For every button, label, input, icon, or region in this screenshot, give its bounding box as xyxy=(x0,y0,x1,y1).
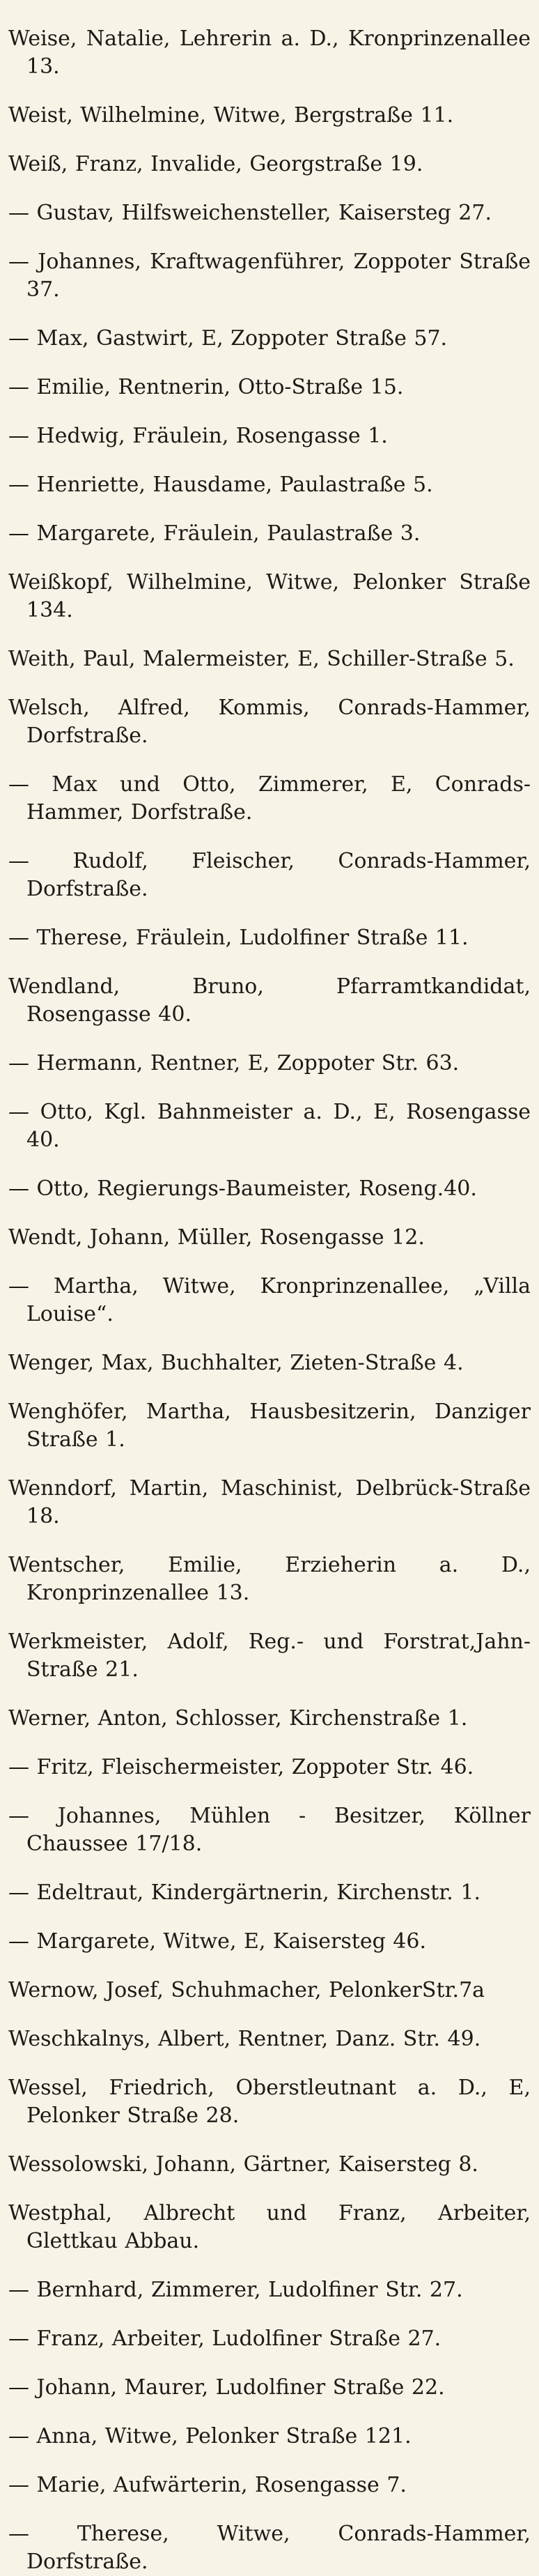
directory-entry: Weiß, Franz, Invalide, Georgstraße 19. xyxy=(8,152,423,176)
directory-entry: — Anna, Witwe, Pelonker Straße 121. xyxy=(8,2424,412,2448)
directory-entry: — Emilie, Rentnerin, Otto-Straße 15. xyxy=(8,375,404,399)
directory-entry: — Marie, Aufwärterin, Rosengasse 7. xyxy=(8,2473,407,2497)
directory-entry: Werkmeister, Adolf, Reg.- und Forstrat,Jahn-Straße 21. xyxy=(8,1630,531,1682)
directory-entry: — Max, Gastwirt, E, Zoppoter Straße 57. xyxy=(8,326,448,351)
directory-entry: — Hermann, Rentner, E, Zoppoter Str. 63. xyxy=(8,1051,460,1075)
directory-entry: — Otto, Regierungs-Baumeister, Roseng.40. xyxy=(8,1176,477,1201)
directory-entry: — Margarete, Witwe, E, Kaisersteg 46. xyxy=(8,1929,427,1954)
directory-entry: — Edeltraut, Kindergärtnerin, Kirchenstr. 1. xyxy=(8,1880,481,1905)
directory-entry: Wendt, Johann, Müller, Rosengasse 12. xyxy=(8,1225,425,1250)
directory-entry: Weith, Paul, Malermeister, E, Schiller-Straße 5. xyxy=(8,647,515,671)
directory-entry: — Rudolf, Fleischer, Conrads-Hammer, Dorfstraße. xyxy=(8,849,531,901)
directory-entry: — Johannes, Kraftwagenführer, Zoppoter Straße 37. xyxy=(8,250,531,302)
directory-entry: Welsch, Alfred, Kommis, Conrads-Hammer, Dorfstraße. xyxy=(8,696,531,748)
directory-entry: — Henriette, Hausdame, Paulastraße 5. xyxy=(8,473,433,497)
directory-entry: — Fritz, Fleischermeister, Zoppoter Str. 46. xyxy=(8,1755,474,1779)
directory-entry: Westphal, Albrecht und Franz, Arbeiter, Glettkau Abbau. xyxy=(8,2201,531,2253)
directory-entry: — Bernhard, Zimmerer, Ludolfiner Str. 27. xyxy=(8,2278,463,2302)
directory-entry: Weist, Wilhelmine, Witwe, Bergstraße 11. xyxy=(8,103,454,128)
directory-entry: — Franz, Arbeiter, Ludolfiner Straße 27. xyxy=(8,2326,442,2351)
directory-entry: Wessel, Friedrich, Oberstleutnant a. D., E, Pelonker Straße 28. xyxy=(8,2076,531,2128)
directory-entry: Wernow, Josef, Schuhmacher, PelonkerStr.7a xyxy=(8,1978,485,2002)
directory-entry: Wenndorf, Martin, Maschinist, Delbrück-Straße 18. xyxy=(8,1476,531,1528)
directory-entry: Wenghöfer, Martha, Hausbesitzerin, Danziger Straße 1. xyxy=(8,1400,531,1452)
directory-entry: Weschkalnys, Albert, Rentner, Danz. Str. 49. xyxy=(8,2027,481,2051)
directory-entry: Wenger, Max, Buchhalter, Zieten-Straße 4. xyxy=(8,1351,464,1375)
directory-entry: — Therese, Witwe, Conrads-Hammer, Dorfstraße. xyxy=(8,2522,531,2574)
directory-entry: — Margarete, Fräulein, Paulastraße 3. xyxy=(8,521,421,546)
directory-entry: Weißkopf, Wilhelmine, Witwe, Pelonker Straße 134. xyxy=(8,570,531,622)
directory-entry: Werner, Anton, Schlosser, Kirchenstraße 1. xyxy=(8,1706,468,1731)
directory-entry: — Martha, Witwe, Kronprinzenallee, „Villa Louise“. xyxy=(8,1274,531,1326)
directory-entry: — Therese, Fräulein, Ludolfiner Straße 11. xyxy=(8,926,469,950)
directory-entry: Wendland, Bruno, Pfarramtkandidat, Rosengasse 40. xyxy=(8,974,531,1027)
directory-entry: — Hedwig, Fräulein, Rosengasse 1. xyxy=(8,424,388,448)
directory-entry: — Johannes, Mühlen - Besitzer, Köllner Chaussee 17/18. xyxy=(8,1804,531,1856)
directory-entry: — Johann, Maurer, Ludolfiner Straße 22. xyxy=(8,2375,445,2400)
directory-entry-list xyxy=(8,25,531,2576)
directory-entry: Weise, Natalie, Lehrerin a. D., Kronprinzenallee 13. xyxy=(8,26,531,79)
directory-entry: — Gustav, Hilfsweichensteller, Kaisersteg 27. xyxy=(8,201,492,225)
directory-entry: Wentscher, Emilie, Erzieherin a. D., Kronprinzenallee 13. xyxy=(8,1553,531,1605)
directory-entry: — Max und Otto, Zimmerer, E, Conrads-Hammer, Dorfstraße. xyxy=(8,772,531,825)
directory-entry: — Otto, Kgl. Bahnmeister a. D., E, Rosengasse 40. xyxy=(8,1100,531,1152)
directory-entry: Wessolowski, Johann, Gärtner, Kaisersteg 8. xyxy=(8,2152,478,2177)
